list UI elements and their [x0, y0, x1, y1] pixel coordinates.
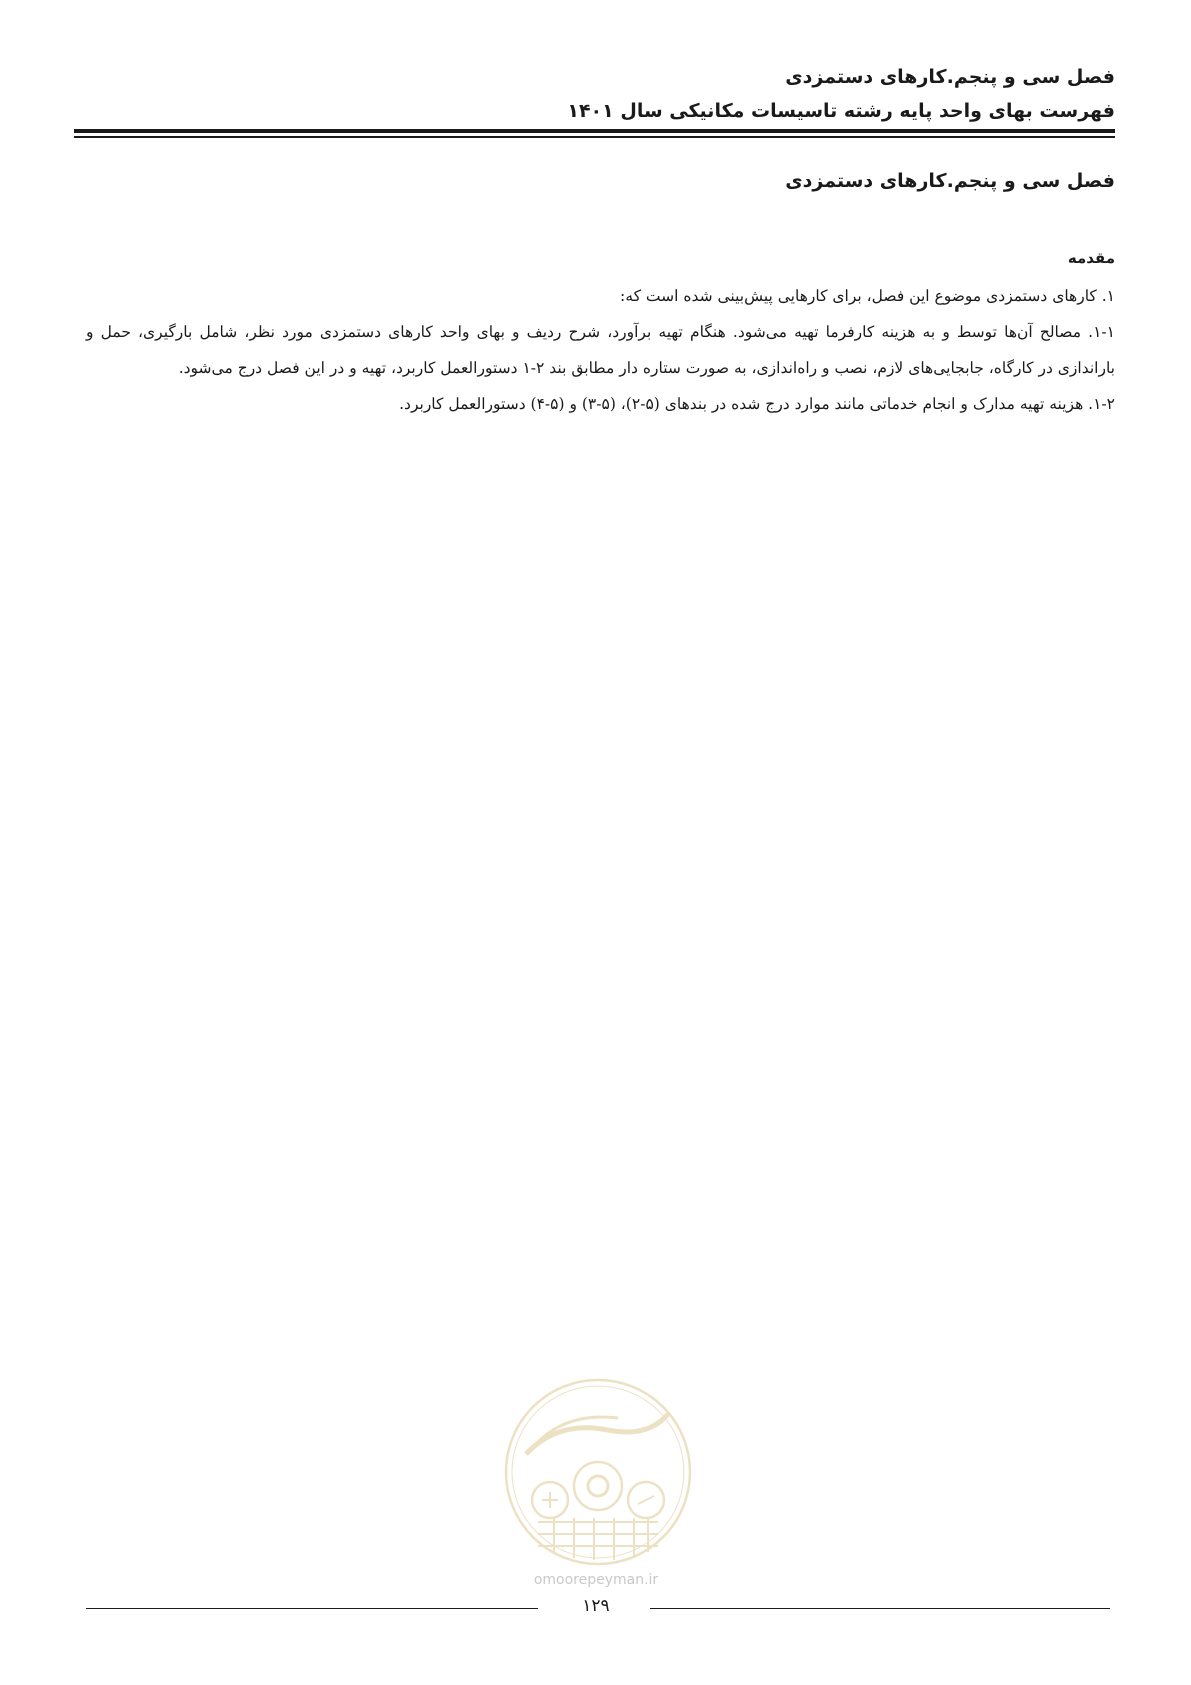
watermark-caption: omoorepeyman.ir	[533, 1572, 659, 1588]
footer-rule-left	[86, 1608, 538, 1609]
footer-rule-right	[650, 1608, 1110, 1609]
running-header	[75, 60, 1115, 128]
running-header-chapter: فصل سی و پنجم.کارهای دستمزدی	[785, 66, 1115, 88]
header-rule-thin	[74, 136, 1115, 138]
section-heading: مقدمه	[1067, 249, 1115, 267]
running-header-document-title: فهرست بهای واحد پایه رشته تاسیسات مکانیکی سال ۱۴۰۱	[567, 100, 1115, 122]
paragraph-1-2: ۱-۲. هزینه تهیه مدارک و انجام خدماتی مانند موارد درج شده در بندهای (۵-۲)، (۵-۳) و (۵-۴) دستورالعمل کاربرد.	[399, 395, 1115, 413]
page-number: ۱۲۹	[582, 1596, 610, 1616]
paragraph-1: ۱. کارهای دستمزدی موضوع این فصل، برای کارهایی پیش‌بینی شده است که:	[620, 287, 1115, 305]
header-rule-thick	[74, 129, 1115, 133]
chapter-title: فصل سی و پنجم.کارهای دستمزدی	[785, 170, 1115, 192]
watermark-logo	[498, 1372, 698, 1572]
section-body	[86, 244, 1115, 422]
paragraph-1-1: ۱-۱. مصالح آن‌ها توسط و به هزینه کارفرما تهیه می‌شود. هنگام تهیه برآورد، شرح ردیف و بهای واحد کارهای دستمزدی مورد نظر، شامل بارگیری، حمل و باراندازی در کارگاه، جابجایی‌های لازم، نصب و راه‌اندازی، به صورت ستاره دار مطابق بند ۲-۱ دستورالعمل کاربرد، تهیه و در این فصل درج می‌شود.	[86, 323, 1115, 377]
